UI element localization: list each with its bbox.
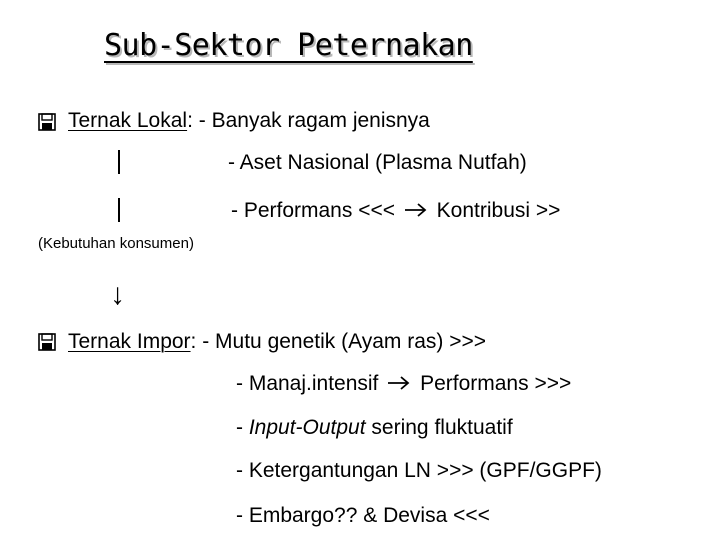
lokal-item-3: - Performans <<< Kontribusi >> bbox=[231, 199, 561, 222]
down-arrow: ↓ bbox=[110, 278, 125, 311]
impor-item-4: - Ketergantungan LN >>> (GPF/GGPF) bbox=[236, 459, 602, 482]
floppy-disk-icon bbox=[38, 333, 56, 351]
kebutuhan-konsumen: (Kebutuhan konsumen) bbox=[38, 235, 194, 252]
impor-item-3: - Input-Output sering fluktuatif bbox=[236, 416, 513, 439]
impor-line-1: Ternak Impor: - Mutu genetik (Ayam ras) >>> bbox=[68, 330, 487, 353]
lokal-item-1: - Banyak ragam jenisnya bbox=[198, 109, 430, 132]
impor-item-1: - Mutu genetik (Ayam ras) >>> bbox=[202, 330, 487, 353]
page-title: Sub-Sektor Peternakan bbox=[104, 28, 473, 63]
ternak-lokal-label: Ternak Lokal bbox=[68, 109, 188, 132]
impor-item-2: - Manaj.intensif Performans >>> bbox=[236, 372, 572, 395]
lokal-item-2: - Aset Nasional (Plasma Nutfah) bbox=[228, 151, 527, 174]
impor-item-5: - Embargo?? & Devisa <<< bbox=[236, 504, 490, 527]
arrow-right-icon bbox=[387, 375, 411, 391]
ternak-impor-label: Ternak Impor bbox=[68, 330, 191, 353]
vertical-bar bbox=[118, 150, 120, 174]
floppy-disk-icon bbox=[38, 113, 56, 131]
vertical-bar bbox=[118, 198, 120, 222]
lokal-line-1: Ternak Lokal: - Banyak ragam jenisnya bbox=[68, 109, 430, 132]
arrow-right-icon bbox=[404, 202, 428, 218]
